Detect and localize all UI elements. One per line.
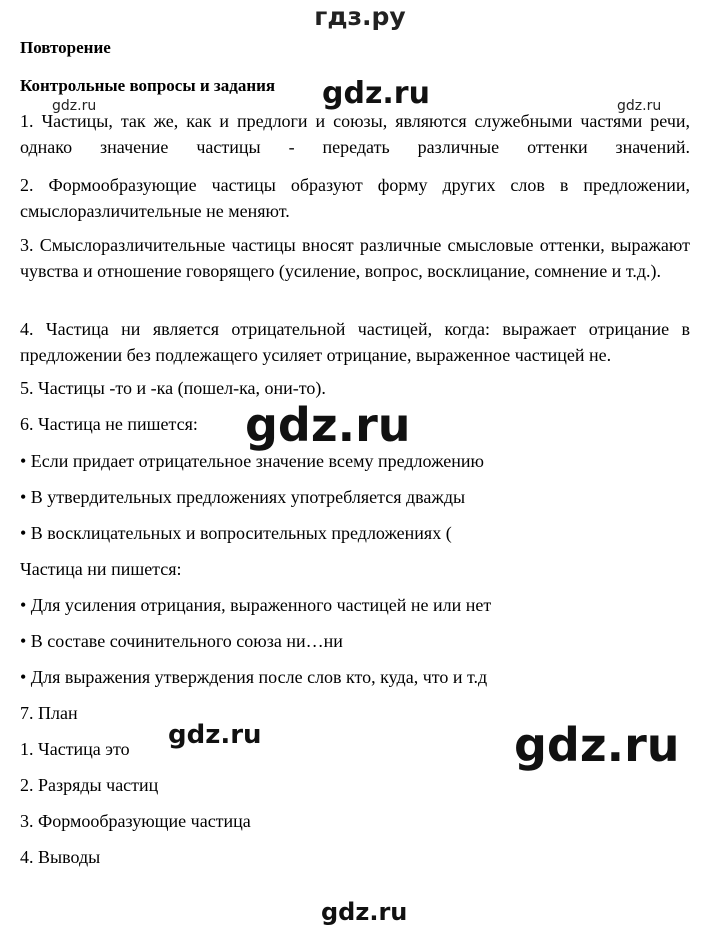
answer-paragraph-1: 1. Частицы, так же, как и предлоги и союзы, являются служебными частями речи, однако значение частицы - передать различные оттенки значений. (20, 111, 690, 157)
subsection-title: Контрольные вопросы и задания (20, 76, 276, 95)
answer-paragraph-2: 2. Формообразующие частицы образуют форму других слов в предложении, смыслоразличительные не меняют. (20, 175, 690, 221)
answer-paragraph-3: 3. Смыслоразличительные частицы вносят различные смысловые оттенки, выражают чувства и отношение говорящего (усиление, вопрос, восклицание, сомнение и т.д.). (20, 235, 690, 281)
watermark-small-right: gdz.ru (617, 98, 662, 114)
watermark-top: gdz.ru (322, 76, 430, 111)
list-item: • Для выражения утверждения после слов кто, куда, что и т.д (20, 667, 488, 687)
plan-item: 4. Выводы (20, 847, 101, 867)
plan-item: 3. Формообразующие частица (20, 811, 251, 831)
watermark-small-left: gdz.ru (52, 98, 97, 114)
plan-heading: 7. План (20, 703, 78, 723)
answer-paragraph-4: 4. Частица ни является отрицательной частицей, когда: выражает отрицание в предложении без подлежащего усиляет отрицание, выраженное частицей не. (20, 319, 690, 365)
list-item: • В утвердительных предложениях употребляется дважды (20, 487, 466, 507)
list-item: • В восклицательных и вопросительных предложениях ( (20, 523, 452, 543)
watermark-middle: gdz.ru (245, 398, 411, 452)
list-heading: Частица ни пишется: (20, 559, 182, 579)
list-item: • Для усиления отрицания, выраженного частицей не или нет (20, 595, 492, 615)
plan-item: 1. Частица это (20, 739, 130, 759)
watermark-lower-right: gdz.ru (514, 718, 680, 772)
section-title: Повторение (20, 38, 111, 57)
list-item: • В составе сочинительного союза ни…ни (20, 631, 343, 651)
watermark-footer: gdz.ru (321, 898, 408, 926)
answer-line-6: 6. Частица не пишется: (20, 414, 198, 434)
plan-item: 2. Разряды частиц (20, 775, 159, 795)
list-item: • Если придает отрицательное значение всему предложению (20, 451, 484, 471)
answer-line-5: 5. Частицы -то и -ка (пошел-ка, они-то). (20, 378, 326, 398)
watermark-lower-left: gdz.ru (168, 720, 262, 750)
site-header: гдз.ру (314, 2, 406, 31)
